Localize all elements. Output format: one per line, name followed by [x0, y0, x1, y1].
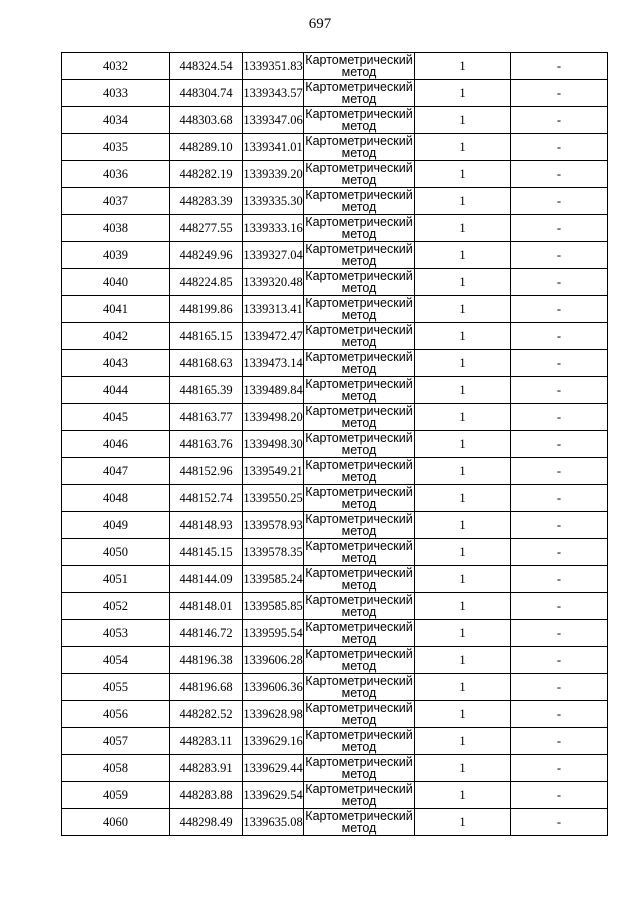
x-coordinate-cell: 448165.15: [170, 323, 243, 350]
method-cell: [304, 647, 415, 674]
point-number-cell: 4056: [62, 701, 170, 728]
method-cell: [304, 80, 415, 107]
method-cell: [304, 539, 415, 566]
method-cell: [304, 188, 415, 215]
y-coordinate-cell: 1339549.21: [243, 458, 304, 485]
table-row: [62, 269, 608, 296]
x-coordinate-cell: 448196.68: [170, 674, 243, 701]
point-number-cell: 4051: [62, 566, 170, 593]
note-cell: -: [511, 512, 608, 539]
method-line-1: Картометрический: [305, 593, 413, 607]
method-line-2: метод: [341, 65, 377, 79]
method-line-2: метод: [341, 443, 377, 457]
accuracy-cell: 1: [415, 593, 511, 620]
x-coordinate-cell: 448224.85: [170, 269, 243, 296]
accuracy-cell: 1: [415, 269, 511, 296]
method-line-1: Картометрический: [305, 620, 413, 634]
point-number-cell: 4045: [62, 404, 170, 431]
method-line-1: Картометрический: [305, 377, 413, 391]
x-coordinate-cell: 448298.49: [170, 809, 243, 836]
method-line-1: Картометрический: [305, 566, 413, 580]
method-cell: [304, 242, 415, 269]
table-row: [62, 512, 608, 539]
y-coordinate-cell: 1339472.47: [243, 323, 304, 350]
method-line-1: Картометрический: [305, 80, 413, 94]
method-line-2: метод: [341, 335, 377, 349]
table-row: [62, 161, 608, 188]
method-line-1: Картометрический: [305, 269, 413, 283]
method-cell: [304, 296, 415, 323]
x-coordinate-cell: 448146.72: [170, 620, 243, 647]
x-coordinate-cell: 448163.76: [170, 431, 243, 458]
method-line-2: метод: [341, 551, 377, 565]
x-coordinate-cell: 448303.68: [170, 107, 243, 134]
method-cell: [304, 404, 415, 431]
y-coordinate-cell: 1339629.54: [243, 782, 304, 809]
page-number: 697: [308, 16, 332, 32]
accuracy-cell: 1: [415, 242, 511, 269]
y-coordinate-cell: 1339635.08: [243, 809, 304, 836]
table-row: [62, 593, 608, 620]
method-cell: [304, 809, 415, 836]
point-number-cell: 4059: [62, 782, 170, 809]
note-cell: -: [511, 161, 608, 188]
accuracy-cell: 1: [415, 512, 511, 539]
accuracy-cell: 1: [415, 323, 511, 350]
method-cell: [304, 53, 415, 80]
method-line-1: Картометрический: [305, 134, 413, 148]
note-cell: -: [511, 809, 608, 836]
point-number-cell: 4034: [62, 107, 170, 134]
method-line-2: метод: [341, 227, 377, 241]
method-cell: [304, 215, 415, 242]
method-cell: [304, 269, 415, 296]
y-coordinate-cell: 1339339.20: [243, 161, 304, 188]
coordinates-table: [61, 52, 608, 836]
note-cell: -: [511, 269, 608, 296]
point-number-cell: 4037: [62, 188, 170, 215]
point-number-cell: 4033: [62, 80, 170, 107]
table-row: [62, 215, 608, 242]
point-number-cell: 4048: [62, 485, 170, 512]
y-coordinate-cell: 1339327.04: [243, 242, 304, 269]
point-number-cell: 4042: [62, 323, 170, 350]
point-number-cell: 4053: [62, 620, 170, 647]
y-coordinate-cell: 1339498.30: [243, 431, 304, 458]
y-coordinate-cell: 1339595.54: [243, 620, 304, 647]
y-coordinate-cell: 1339341.01: [243, 134, 304, 161]
method-line-1: Картометрический: [305, 701, 413, 715]
note-cell: -: [511, 404, 608, 431]
method-cell: [304, 161, 415, 188]
method-line-2: метод: [341, 119, 377, 133]
method-line-2: метод: [341, 281, 377, 295]
method-cell: [304, 620, 415, 647]
method-line-2: метод: [341, 416, 377, 430]
y-coordinate-cell: 1339628.98: [243, 701, 304, 728]
table-row: [62, 134, 608, 161]
method-line-1: Картометрический: [305, 512, 413, 526]
y-coordinate-cell: 1339313.41: [243, 296, 304, 323]
x-coordinate-cell: 448168.63: [170, 350, 243, 377]
method-cell: [304, 674, 415, 701]
method-line-2: метод: [341, 605, 377, 619]
method-line-1: Картометрический: [305, 431, 413, 445]
method-line-2: метод: [341, 686, 377, 700]
note-cell: -: [511, 377, 608, 404]
table-row: [62, 674, 608, 701]
point-number-cell: 4035: [62, 134, 170, 161]
method-line-1: Картометрический: [305, 350, 413, 364]
method-line-1: Картометрический: [305, 674, 413, 688]
note-cell: -: [511, 188, 608, 215]
point-number-cell: 4046: [62, 431, 170, 458]
method-line-1: Картометрический: [305, 539, 413, 553]
table-row: [62, 53, 608, 80]
method-line-1: Картометрический: [305, 809, 413, 823]
method-line-1: Картометрический: [305, 215, 413, 229]
accuracy-cell: 1: [415, 728, 511, 755]
table-row: [62, 755, 608, 782]
note-cell: -: [511, 755, 608, 782]
method-line-2: метод: [341, 470, 377, 484]
table-row: [62, 809, 608, 836]
accuracy-cell: 1: [415, 350, 511, 377]
table-row: [62, 107, 608, 134]
method-line-2: метод: [341, 767, 377, 781]
accuracy-cell: 1: [415, 458, 511, 485]
table-row: [62, 377, 608, 404]
note-cell: -: [511, 80, 608, 107]
point-number-cell: 4050: [62, 539, 170, 566]
accuracy-cell: 1: [415, 566, 511, 593]
accuracy-cell: 1: [415, 107, 511, 134]
method-line-2: метод: [341, 308, 377, 322]
method-line-1: Картометрический: [305, 53, 413, 67]
note-cell: -: [511, 728, 608, 755]
table-row: [62, 188, 608, 215]
y-coordinate-cell: 1339498.20: [243, 404, 304, 431]
accuracy-cell: 1: [415, 782, 511, 809]
point-number-cell: 4044: [62, 377, 170, 404]
note-cell: -: [511, 485, 608, 512]
accuracy-cell: 1: [415, 431, 511, 458]
method-cell: [304, 701, 415, 728]
method-line-1: Картометрический: [305, 647, 413, 661]
y-coordinate-cell: 1339629.16: [243, 728, 304, 755]
method-line-2: метод: [341, 362, 377, 376]
x-coordinate-cell: 448196.38: [170, 647, 243, 674]
method-line-1: Картометрический: [305, 188, 413, 202]
x-coordinate-cell: 448199.86: [170, 296, 243, 323]
x-coordinate-cell: 448282.52: [170, 701, 243, 728]
table-row: [62, 566, 608, 593]
method-cell: [304, 728, 415, 755]
method-line-1: Картометрический: [305, 296, 413, 310]
point-number-cell: 4038: [62, 215, 170, 242]
accuracy-cell: 1: [415, 404, 511, 431]
method-line-1: Картометрический: [305, 404, 413, 418]
accuracy-cell: 1: [415, 674, 511, 701]
note-cell: -: [511, 350, 608, 377]
note-cell: -: [511, 674, 608, 701]
note-cell: -: [511, 458, 608, 485]
point-number-cell: 4036: [62, 161, 170, 188]
accuracy-cell: 1: [415, 701, 511, 728]
method-cell: [304, 566, 415, 593]
accuracy-cell: 1: [415, 377, 511, 404]
table-row: [62, 296, 608, 323]
method-cell: [304, 350, 415, 377]
x-coordinate-cell: 448152.96: [170, 458, 243, 485]
note-cell: -: [511, 539, 608, 566]
y-coordinate-cell: 1339606.36: [243, 674, 304, 701]
y-coordinate-cell: 1339473.14: [243, 350, 304, 377]
method-cell: [304, 755, 415, 782]
method-line-2: метод: [341, 524, 377, 538]
x-coordinate-cell: 448283.11: [170, 728, 243, 755]
method-cell: [304, 323, 415, 350]
x-coordinate-cell: 448283.39: [170, 188, 243, 215]
point-number-cell: 4058: [62, 755, 170, 782]
accuracy-cell: 1: [415, 620, 511, 647]
table-row: [62, 350, 608, 377]
method-cell: [304, 458, 415, 485]
table-row: [62, 701, 608, 728]
accuracy-cell: 1: [415, 188, 511, 215]
x-coordinate-cell: 448148.93: [170, 512, 243, 539]
y-coordinate-cell: 1339489.84: [243, 377, 304, 404]
y-coordinate-cell: 1339606.28: [243, 647, 304, 674]
accuracy-cell: 1: [415, 296, 511, 323]
note-cell: -: [511, 701, 608, 728]
table-row: [62, 242, 608, 269]
table-row: [62, 431, 608, 458]
note-cell: -: [511, 296, 608, 323]
accuracy-cell: 1: [415, 161, 511, 188]
note-cell: -: [511, 647, 608, 674]
y-coordinate-cell: 1339550.25: [243, 485, 304, 512]
method-cell: [304, 512, 415, 539]
accuracy-cell: 1: [415, 485, 511, 512]
x-coordinate-cell: 448249.96: [170, 242, 243, 269]
coordinates-table-body: [62, 53, 608, 836]
method-cell: [304, 485, 415, 512]
method-line-2: метод: [341, 92, 377, 106]
note-cell: -: [511, 242, 608, 269]
accuracy-cell: 1: [415, 539, 511, 566]
table-row: [62, 323, 608, 350]
method-line-2: метод: [341, 146, 377, 160]
method-line-2: метод: [341, 794, 377, 808]
table-row: [62, 485, 608, 512]
note-cell: -: [511, 134, 608, 161]
point-number-cell: 4040: [62, 269, 170, 296]
method-line-2: метод: [341, 254, 377, 268]
accuracy-cell: 1: [415, 647, 511, 674]
method-line-2: метод: [341, 200, 377, 214]
point-number-cell: 4043: [62, 350, 170, 377]
accuracy-cell: 1: [415, 134, 511, 161]
accuracy-cell: 1: [415, 755, 511, 782]
x-coordinate-cell: 448144.09: [170, 566, 243, 593]
method-line-2: метод: [341, 632, 377, 646]
method-line-1: Картометрический: [305, 755, 413, 769]
method-line-2: метод: [341, 659, 377, 673]
y-coordinate-cell: 1339320.48: [243, 269, 304, 296]
y-coordinate-cell: 1339578.35: [243, 539, 304, 566]
method-line-2: метод: [341, 578, 377, 592]
method-line-2: метод: [341, 740, 377, 754]
note-cell: -: [511, 323, 608, 350]
note-cell: -: [511, 620, 608, 647]
method-cell: [304, 431, 415, 458]
point-number-cell: 4054: [62, 647, 170, 674]
x-coordinate-cell: 448145.15: [170, 539, 243, 566]
x-coordinate-cell: 448304.74: [170, 80, 243, 107]
table-row: [62, 80, 608, 107]
method-line-1: Картометрический: [305, 323, 413, 337]
table-row: [62, 782, 608, 809]
method-cell: [304, 593, 415, 620]
y-coordinate-cell: 1339347.06: [243, 107, 304, 134]
method-line-2: метод: [341, 821, 377, 835]
point-number-cell: 4057: [62, 728, 170, 755]
note-cell: -: [511, 215, 608, 242]
note-cell: -: [511, 782, 608, 809]
x-coordinate-cell: 448148.01: [170, 593, 243, 620]
y-coordinate-cell: 1339343.57: [243, 80, 304, 107]
method-cell: [304, 782, 415, 809]
x-coordinate-cell: 448282.19: [170, 161, 243, 188]
method-cell: [304, 377, 415, 404]
point-number-cell: 4049: [62, 512, 170, 539]
accuracy-cell: 1: [415, 809, 511, 836]
accuracy-cell: 1: [415, 80, 511, 107]
note-cell: -: [511, 431, 608, 458]
y-coordinate-cell: 1339335.30: [243, 188, 304, 215]
note-cell: -: [511, 53, 608, 80]
x-coordinate-cell: 448289.10: [170, 134, 243, 161]
x-coordinate-cell: 448283.88: [170, 782, 243, 809]
point-number-cell: 4060: [62, 809, 170, 836]
method-line-1: Картометрический: [305, 485, 413, 499]
method-line-1: Картометрический: [305, 161, 413, 175]
method-line-2: метод: [341, 173, 377, 187]
table-row: [62, 539, 608, 566]
point-number-cell: 4039: [62, 242, 170, 269]
y-coordinate-cell: 1339629.44: [243, 755, 304, 782]
method-cell: [304, 107, 415, 134]
x-coordinate-cell: 448283.91: [170, 755, 243, 782]
y-coordinate-cell: 1339578.93: [243, 512, 304, 539]
method-line-1: Картометрический: [305, 107, 413, 121]
table-row: [62, 404, 608, 431]
method-cell: [304, 134, 415, 161]
method-line-1: Картометрический: [305, 728, 413, 742]
table-row: [62, 620, 608, 647]
x-coordinate-cell: 448324.54: [170, 53, 243, 80]
point-number-cell: 4047: [62, 458, 170, 485]
x-coordinate-cell: 448152.74: [170, 485, 243, 512]
y-coordinate-cell: 1339585.24: [243, 566, 304, 593]
point-number-cell: 4052: [62, 593, 170, 620]
note-cell: -: [511, 566, 608, 593]
table-row: [62, 728, 608, 755]
y-coordinate-cell: 1339351.83: [243, 53, 304, 80]
method-line-2: метод: [341, 497, 377, 511]
y-coordinate-cell: 1339333.16: [243, 215, 304, 242]
method-line-1: Картометрический: [305, 782, 413, 796]
method-line-1: Картометрический: [305, 242, 413, 256]
point-number-cell: 4032: [62, 53, 170, 80]
x-coordinate-cell: 448165.39: [170, 377, 243, 404]
table-row: [62, 458, 608, 485]
point-number-cell: 4041: [62, 296, 170, 323]
point-number-cell: 4055: [62, 674, 170, 701]
note-cell: -: [511, 593, 608, 620]
table-row: [62, 647, 608, 674]
x-coordinate-cell: 448163.77: [170, 404, 243, 431]
y-coordinate-cell: 1339585.85: [243, 593, 304, 620]
method-line-2: метод: [341, 389, 377, 403]
x-coordinate-cell: 448277.55: [170, 215, 243, 242]
accuracy-cell: 1: [415, 53, 511, 80]
method-line-2: метод: [341, 713, 377, 727]
note-cell: -: [511, 107, 608, 134]
method-line-1: Картометрический: [305, 458, 413, 472]
accuracy-cell: 1: [415, 215, 511, 242]
